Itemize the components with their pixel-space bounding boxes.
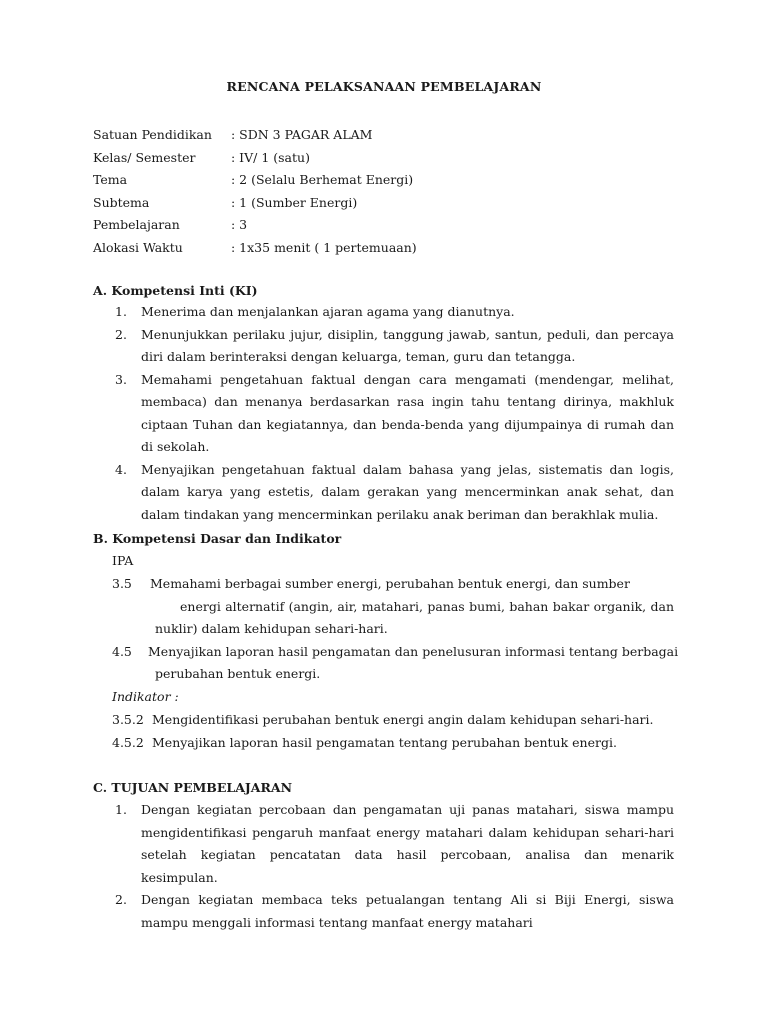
kd-text-line: Memahami berbagai sumber energi, perubahan bentuk energi, dan sumber [150, 576, 630, 591]
identity-label: Tema [93, 172, 128, 187]
kd-text-line: energi alternatif (angin, air, matahari, panas bumi, bahan bakar organik, dan [180, 599, 674, 614]
kd-text-line: perubahan bentuk energi. [155, 666, 321, 681]
list-item [115, 324, 674, 369]
identity-row [93, 214, 417, 237]
list-item [115, 799, 674, 889]
identity-label: Alokasi Waktu [93, 239, 183, 255]
identity-value: : SDN 3 PAGAR ALAM [231, 127, 373, 142]
item-text: Menunjukkan perilaku jujur, disiplin, tanggung jawab, santun, peduli, dan percaya diri dalam berinteraksi dengan keluarga, teman, guru dan tetangga. [141, 326, 674, 364]
identity-row [93, 192, 417, 215]
kd-text-line: Menyajikan laporan hasil pengamatan dan penelusuran informasi tentang berbagai [148, 644, 679, 659]
identity-value: : 1x35 menit ( 1 pertemuaan) [231, 239, 417, 255]
identity-label: Pembelajaran [93, 217, 180, 232]
item-number: 4. [115, 461, 127, 477]
identity-row [93, 124, 417, 147]
section-a-heading: A. Kompetensi Inti (KI) [93, 283, 258, 298]
item-number: 3. [115, 371, 127, 387]
item-number: 2. [115, 326, 127, 342]
learning-objectives-list [115, 799, 674, 934]
item-text: Menyajikan pengetahuan faktual dalam bahasa yang jelas, sistematis dan logis, dalam karya yang estetis, dalam gerakan yang mencerminkan anak sehat, dan dalam tindakan yang mencerminkan perilaku anak beriman dan berakhlak mulia. [141, 461, 674, 522]
identity-block [93, 124, 417, 259]
identity-label: Satuan Pendidikan [93, 127, 212, 142]
kd-number: 3.5 [112, 576, 132, 591]
identity-label: Kelas/ Semester [93, 149, 196, 165]
kd-text-line: nuklir) dalam kehidupan sehari-hari. [155, 621, 388, 636]
identity-value: : 1 (Sumber Energi) [231, 194, 358, 210]
item-text: Dengan kegiatan membaca teks petualangan tentang Ali si Biji Energi, siswa mampu menggali informasi tentang manfaat energy matahari [141, 892, 674, 930]
indicator-text: Mengidentifikasi perubahan bentuk energi angin dalam kehidupan sehari-hari. [152, 712, 654, 727]
list-item [115, 889, 674, 934]
core-competency-list [115, 301, 674, 526]
kd-number: 4.5 [112, 644, 132, 659]
identity-label: Subtema [93, 194, 150, 210]
document-title: RENCANA PELAKSANAAN PEMBELAJARAN [226, 79, 542, 94]
section-c-heading: C. TUJUAN PEMBELAJARAN [93, 780, 293, 795]
item-text: Dengan kegiatan percobaan dan pengamatan uji panas matahari, siswa mampu mengidentifikasi pengaruh manfaat energy matahari dalam kehidupan sehari-hari setelah kegiatan pencatatan data hasil percobaan, analisa dan menarik kesimpulan. [141, 802, 674, 885]
identity-row [93, 237, 417, 260]
item-number: 2. [115, 892, 127, 907]
section-b-heading: B. Kompetensi Dasar dan Indikator [93, 531, 342, 546]
identity-row [93, 147, 417, 170]
item-number: 1. [115, 304, 127, 319]
list-item [115, 369, 674, 459]
indicator-label: Indikator : [112, 689, 179, 704]
item-text: Memahami pengetahuan faktual dengan cara mengamati (mendengar, melihat, membaca) dan menanya berdasarkan rasa ingin tahu tentang dirinya, makhluk ciptaan Tuhan dan kegiatannya, dan benda-benda yang dijumpainya di rumah dan di sekolah. [141, 371, 674, 454]
indicator-number: 4.5.2 [112, 735, 144, 750]
item-number: 1. [115, 802, 127, 817]
indicator-number: 3.5.2 [112, 712, 144, 727]
identity-value: : IV/ 1 (satu) [231, 149, 310, 165]
list-item [115, 459, 674, 527]
subject-label: IPA [112, 553, 134, 568]
identity-row [93, 169, 417, 192]
identity-value: : 3 [231, 217, 248, 232]
identity-value: : 2 (Selalu Berhemat Energi) [231, 172, 414, 187]
list-item [115, 301, 674, 324]
indicator-text: Menyajikan laporan hasil pengamatan tentang perubahan bentuk energi. [152, 735, 617, 750]
item-text: Menerima dan menjalankan ajaran agama yang dianutnya. [141, 304, 515, 319]
